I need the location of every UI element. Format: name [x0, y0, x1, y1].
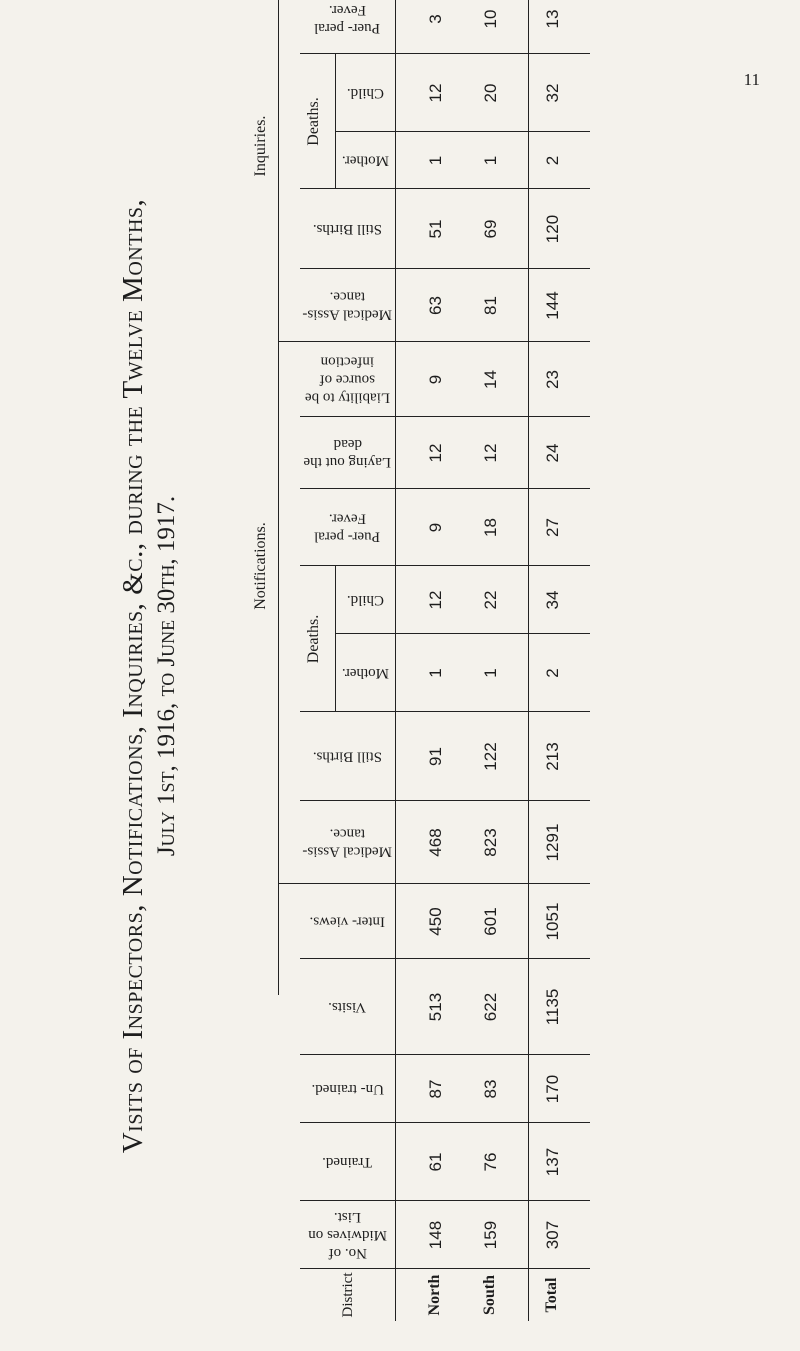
- header-top-rule: [278, 0, 279, 995]
- column-header-n_laying: Laying out the dead: [303, 436, 392, 470]
- table-cell: 23: [543, 370, 562, 389]
- column-header-n_child: Child.: [346, 592, 384, 608]
- table-cell: 12: [426, 590, 445, 610]
- table-cell: 18: [481, 518, 500, 537]
- row-district-name: South: [481, 1274, 498, 1316]
- column-header-trained: Trained.: [322, 1154, 373, 1170]
- table-cell: 1051: [543, 902, 562, 941]
- inquiries-group-label: Inquiries.: [252, 115, 269, 177]
- table-cell: 81: [481, 296, 500, 315]
- table-subtitle: July 1st, 1916, to June 30th, 1917.: [153, 495, 181, 857]
- table-cell: 2: [543, 155, 562, 166]
- table-cell: 1: [426, 155, 445, 166]
- table-cell: 148: [426, 1220, 445, 1250]
- table-cell: 34: [543, 590, 562, 610]
- table-cell: 9: [426, 522, 445, 533]
- table-cell: 63: [426, 296, 445, 315]
- table-cell: 1: [481, 668, 500, 678]
- column-header-n_puerperal: Puer- peral Fever.: [314, 510, 381, 545]
- column-header-n_mother: Mother.: [341, 665, 389, 681]
- table-cell: 1: [426, 668, 445, 678]
- page-number: 11: [743, 70, 760, 89]
- table-cell: 20: [481, 83, 500, 103]
- table-cell: 513: [426, 992, 445, 1022]
- column-header-i_mother: Mother.: [341, 152, 389, 169]
- table-cell: 137: [543, 1147, 562, 1177]
- table-cell: 307: [543, 1220, 562, 1250]
- row-district-name: Total: [543, 1277, 560, 1313]
- deaths-group-label: Deaths.: [305, 614, 322, 664]
- table-cell: 14: [481, 370, 500, 389]
- table-cell: 601: [481, 907, 500, 936]
- table-cell: 1135: [543, 988, 562, 1026]
- row-district-name: North: [426, 1274, 443, 1316]
- table-cell: 87: [426, 1079, 445, 1099]
- column-header-midwives: No. of Midwives on List.: [308, 1209, 387, 1261]
- table-cell: 3: [426, 14, 445, 24]
- table-cell: 159: [481, 1220, 500, 1250]
- column-header-i_medical: Medical Assis- tance.: [302, 288, 393, 323]
- table-cell: 27: [543, 518, 562, 537]
- deaths-group-label: Deaths.: [305, 97, 322, 146]
- table-cell: 144: [543, 291, 562, 320]
- notifications-group-label: Notifications.: [252, 522, 269, 610]
- table-cell: 122: [481, 742, 500, 771]
- table-cell: 1291: [543, 823, 562, 862]
- table-cell: 10: [481, 9, 500, 29]
- column-header-i_puerperal: Puer- peral Fever.: [314, 2, 381, 36]
- caption: [115, 26, 183, 1326]
- column-header-i_still: Still Births.: [312, 221, 383, 237]
- table-cell: 170: [543, 1074, 562, 1104]
- table-cell: 22: [481, 590, 500, 610]
- table-cell: 12: [426, 83, 445, 103]
- table-cell: 76: [481, 1152, 500, 1172]
- table-cell: 24: [543, 443, 562, 463]
- table-cell: 83: [481, 1079, 500, 1099]
- table-cell: 69: [481, 219, 500, 239]
- column-header-i_child: Child.: [346, 85, 384, 101]
- column-header-interviews: Inter- views.: [309, 913, 386, 930]
- table-cell: 120: [543, 214, 562, 244]
- table-cell: 12: [481, 443, 500, 463]
- column-header-visits: Visits.: [328, 999, 367, 1015]
- table-cell: 622: [481, 992, 500, 1022]
- column-header-n_liability: Liability to be source of infection: [305, 353, 390, 406]
- table-cell: 9: [426, 374, 445, 385]
- table-title: Visits of Inspectors, Notifications, Inquiries, &c., during the Twelve Months,: [117, 198, 149, 1154]
- table-cell: 823: [481, 828, 500, 857]
- table-cell: 12: [426, 443, 445, 463]
- table-cell: 2: [543, 668, 562, 678]
- table-cell: 213: [543, 742, 562, 771]
- column-header-district: District: [339, 1272, 356, 1318]
- column-header-n_medical: Medical Assis- tance.: [302, 825, 393, 860]
- table-cell: 51: [426, 219, 445, 239]
- column-header-n_still: Still Births.: [312, 748, 383, 765]
- table-cell: 61: [426, 1152, 445, 1172]
- table-cell: 1: [481, 155, 500, 166]
- table-cell: 91: [426, 747, 445, 766]
- column-header-untrained: Un- trained.: [311, 1081, 384, 1097]
- table-cell: 450: [426, 907, 445, 936]
- table-cell: 13: [543, 9, 562, 29]
- table-cell: 32: [543, 83, 562, 103]
- table-cell: 468: [426, 828, 445, 857]
